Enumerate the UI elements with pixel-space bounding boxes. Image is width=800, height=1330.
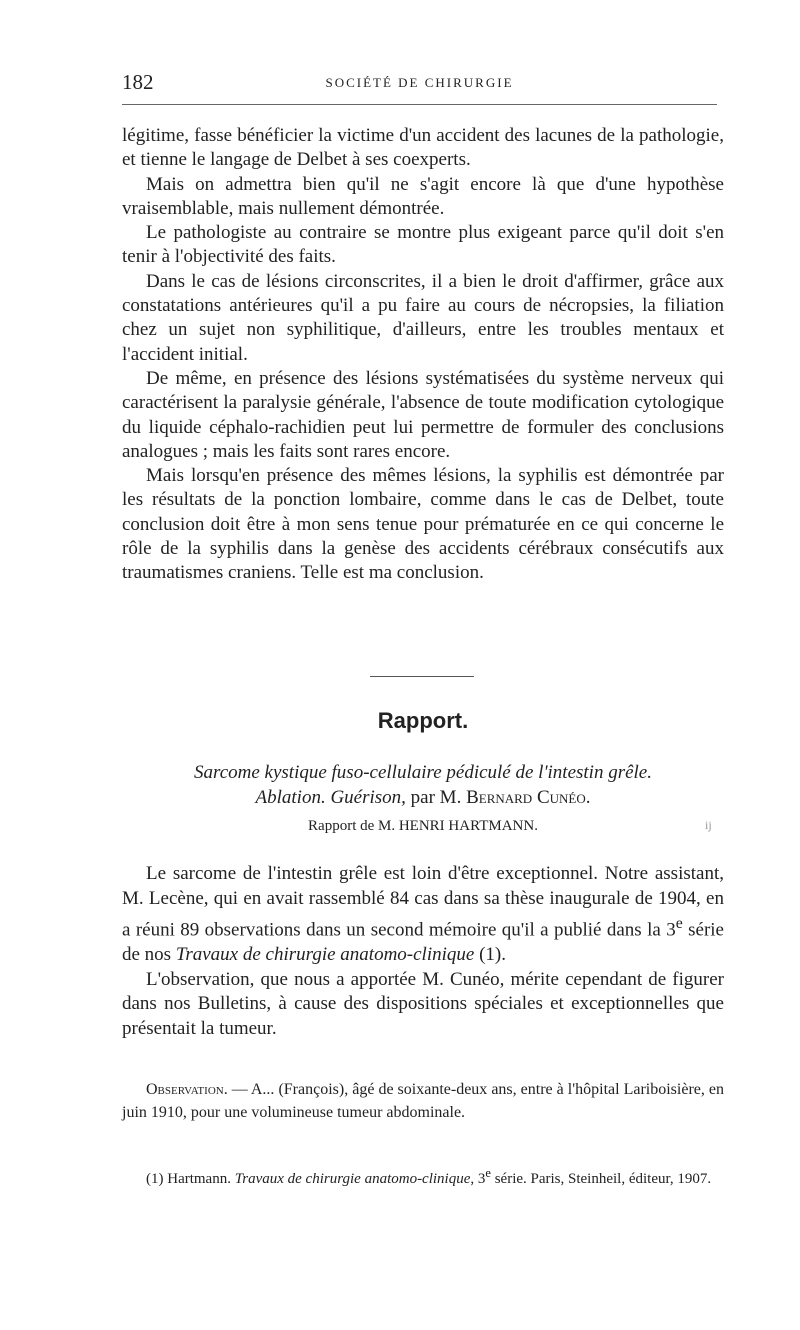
observation-text: — A... (François), âgé de soixante-deux ans, entre à l'hôpital Lariboisière, en juin 1910, pour une volumineuse tumeur abdominale. [122, 1081, 724, 1121]
footnote-start: (1) Hartmann. [146, 1171, 235, 1187]
footnote-sep: , 3 [470, 1171, 486, 1187]
superscript: e [485, 1166, 491, 1180]
paragraph: Dans le cas de lésions circonscrites, il a bien le droit d'affirmer, grâce aux constatations antérieures qu'il a pu faire au cours de nécropsies, la filiation chez un sujet non syphilitique, d'ailleurs, entre les troubles mentaux et l'accident initial. [122, 270, 724, 365]
margin-mark: ij [705, 818, 712, 832]
paragraph-text: (1). [474, 943, 506, 965]
section-heading: Rapport. [377, 708, 469, 733]
header-rule [122, 104, 717, 105]
observation-label: Observation. [146, 1081, 228, 1098]
footnote [122, 1162, 724, 1190]
paragraph: Mais lorsqu'en présence des mêmes lésions, la syphilis est démontrée par les résultats de la ponction lombaire, comme dans le cas de Delbet, toute conclusion doit être à mon sens tenue pour prématurée en ce qui concerne le rôle de la syphilis dans la genèse des accidents cérébraux consécutifs aux traumatismes craniens. Telle est ma conclusion. [122, 465, 724, 584]
observation [122, 1079, 724, 1124]
italic-reference: Travaux de chirurgie anatomo-clinique [175, 943, 475, 965]
paragraph: Mais on admettra bien qu'il ne s'agit encore là que d'une hypothèse vraisemblable, mais nullement démontrée. [122, 173, 724, 219]
report-title-line [122, 785, 724, 810]
report-title-italic: Ablation. Guérison, [255, 787, 406, 808]
page-header [122, 70, 717, 100]
report-title [122, 760, 724, 810]
report-title-par: par M. [405, 787, 467, 808]
paragraph-text: série de nos [122, 918, 724, 965]
paragraph: L'observation, que nous a apportée M. Cunéo, mérite cependant de figurer dans nos Bulletins, à cause des dispositions spéciales et exceptionnelles que présentait la tumeur. [122, 968, 724, 1040]
report-title-line: Sarcome kystique fuso-cellulaire pédiculé de l'intestin grêle. [194, 762, 652, 783]
paragraph: De même, en présence des lésions systématisées du système nerveux qui caractérisent la paralysie générale, l'absence de toute modification cytologique du liquide céphalo-rachidien peut lui permettre de formuler des conclusions analogues ; mais les faits sont rares encore. [122, 367, 724, 462]
report-title-author: Bernard Cunéo. [466, 787, 591, 808]
report-author: Rapport de M. HENRI HARTMANN. [308, 818, 538, 834]
superscript: e [675, 914, 683, 932]
page-number: 182 [122, 70, 154, 94]
body-text [122, 124, 724, 586]
footnote-italic: Travaux de chirurgie anatomo-clinique [234, 1171, 471, 1187]
paragraph [122, 862, 724, 968]
report-body [122, 862, 724, 1042]
footnote-text [122, 1162, 724, 1190]
section-separator [370, 676, 474, 677]
running-title: SOCIÉTÉ DE CHIRURGIE [325, 75, 514, 90]
paragraph: Le pathologiste au contraire se montre plus exigeant parce qu'il doit s'en tenir à l'objectivité des faits. [122, 222, 724, 268]
observation-paragraph [122, 1079, 724, 1124]
paragraph: légitime, fasse bénéficier la victime d'un accident des lacunes de la pathologie, et tienne le langage de Delbet à ses coexperts. [122, 125, 724, 171]
footnote-end: série. Paris, Steinheil, éditeur, 1907. [490, 1171, 712, 1187]
paragraph-text: Le sarcome de l'intestin grêle est loin d'être exceptionnel. Notre assistant, M. Lecène, qui en avait rassemblé 84 cas dans sa thèse inaugurale de 1904, en a réuni 89 observations dans un second mémoire qu'il a publié dans la 3 [122, 863, 724, 940]
